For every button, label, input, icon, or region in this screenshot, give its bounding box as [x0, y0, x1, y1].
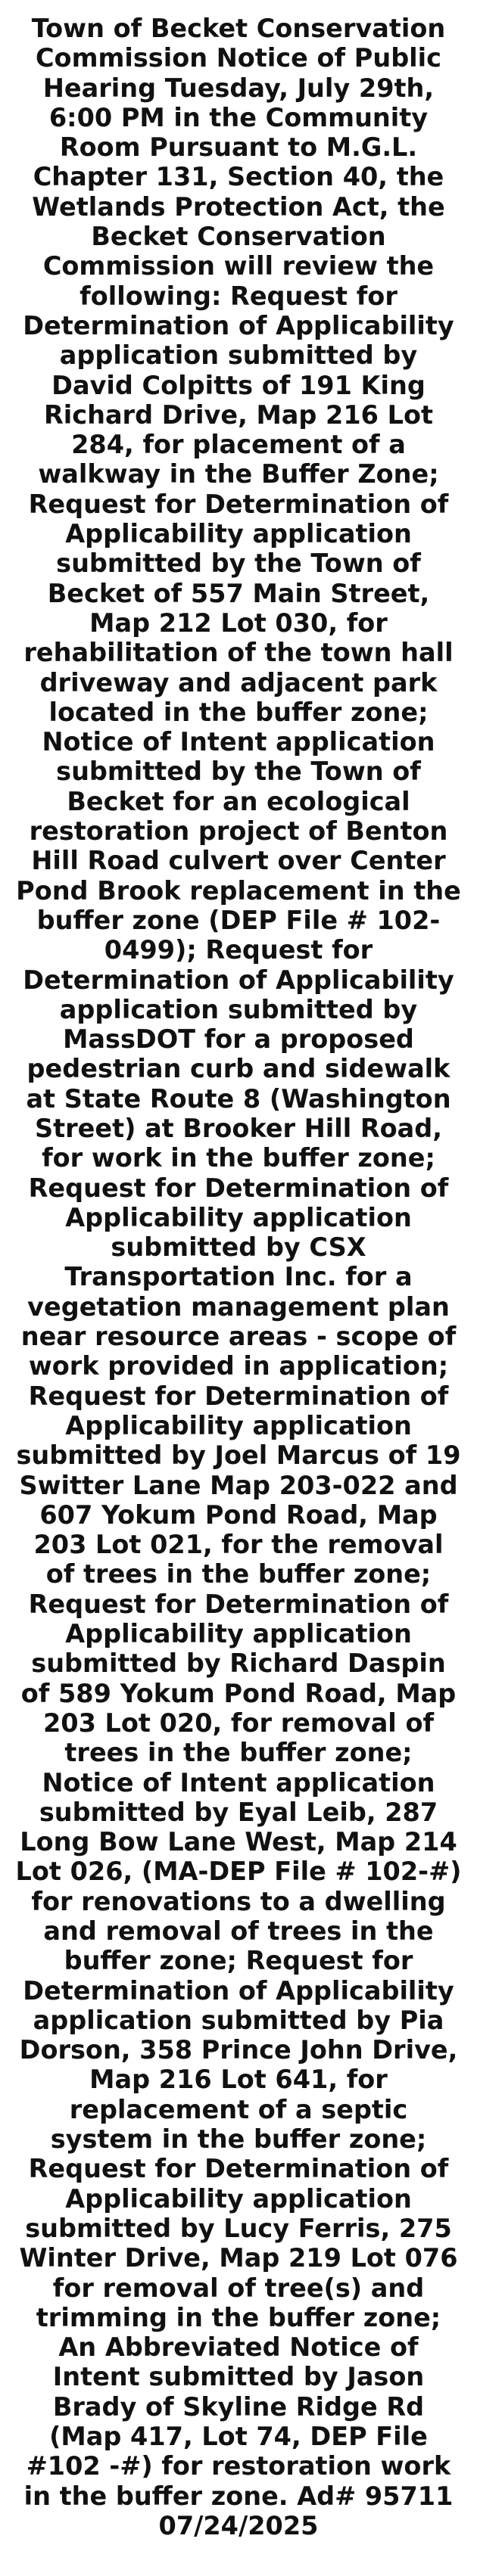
- public-hearing-notice-text: Town of Becket Conservation Commission Notice of Public Hearing Tuesday, July 29th, 6:00 PM in the Community Room Pursuant to M.G.L. Chapter 131, Section 40, the Wetlands Protection Act, the Becket Conservation Commission will review the following: Request for Determination of Applicability application submitted by David Colpitts of 191 King Richard Drive, Map 216 Lot 284, for placement of a walkway in the Buffer Zone; Request for Determination of Applicability application submitted by the Town of Becket of 557 Main Street, Map 212 Lot 030, for rehabilitation of the town hall driveway and adjacent park located in the buffer zone; Notice of Intent application submitted by the Town of Becket for an ecological restoration project of Benton Hill Road culvert over Center Pond Brook replacement in the buffer zone (DEP File # 102-0499); Request for Determination of Applicability application submitted by MassDOT for a proposed pedestrian curb and sidewalk at State Route 8 (Washington Street) at Brooker Hill Road, for work in the buffer zone; Request for Determination of Applicability application submitted by CSX Transportation Inc. for a vegetation management plan near resource areas - scope of work provided in application; Request for Determination of Applicability application submitted by Joel Marcus of 19 Switter Lane Map 203-022 and 607 Yokum Pond Road, Map 203 Lot 021, for the removal of trees in the buffer zone; Request for Determination of Applicability application submitted by Richard Daspin of 589 Yokum Pond Road, Map 203 Lot 020, for removal of trees in the buffer zone; Notice of Intent application submitted by Eyal Leib, 287 Long Bow Lane West, Map 214 Lot 026, (MA-DEP File # 102-#) for renovations to a dwelling and removal of trees in the buffer zone; Request for Determination of Applicability application submitted by Pia Dorson, 358 Prince John Drive, Map 216 Lot 641, for replacement of a septic system in the buffer zone; Request for Determination of Applicability application submitted by Lucy Ferris, 275 Winter Drive, Map 219 Lot 076 for removal of tree(s) and trimming in the buffer zone; An Abbreviated Notice of Intent submitted by Jason Brady of Skyline Ridge Rd (Map 417, Lot 74, DEP File #102 -#) for restoration work in the buffer zone. Ad# 95711 07/24/2025: [15, 14, 462, 2540]
